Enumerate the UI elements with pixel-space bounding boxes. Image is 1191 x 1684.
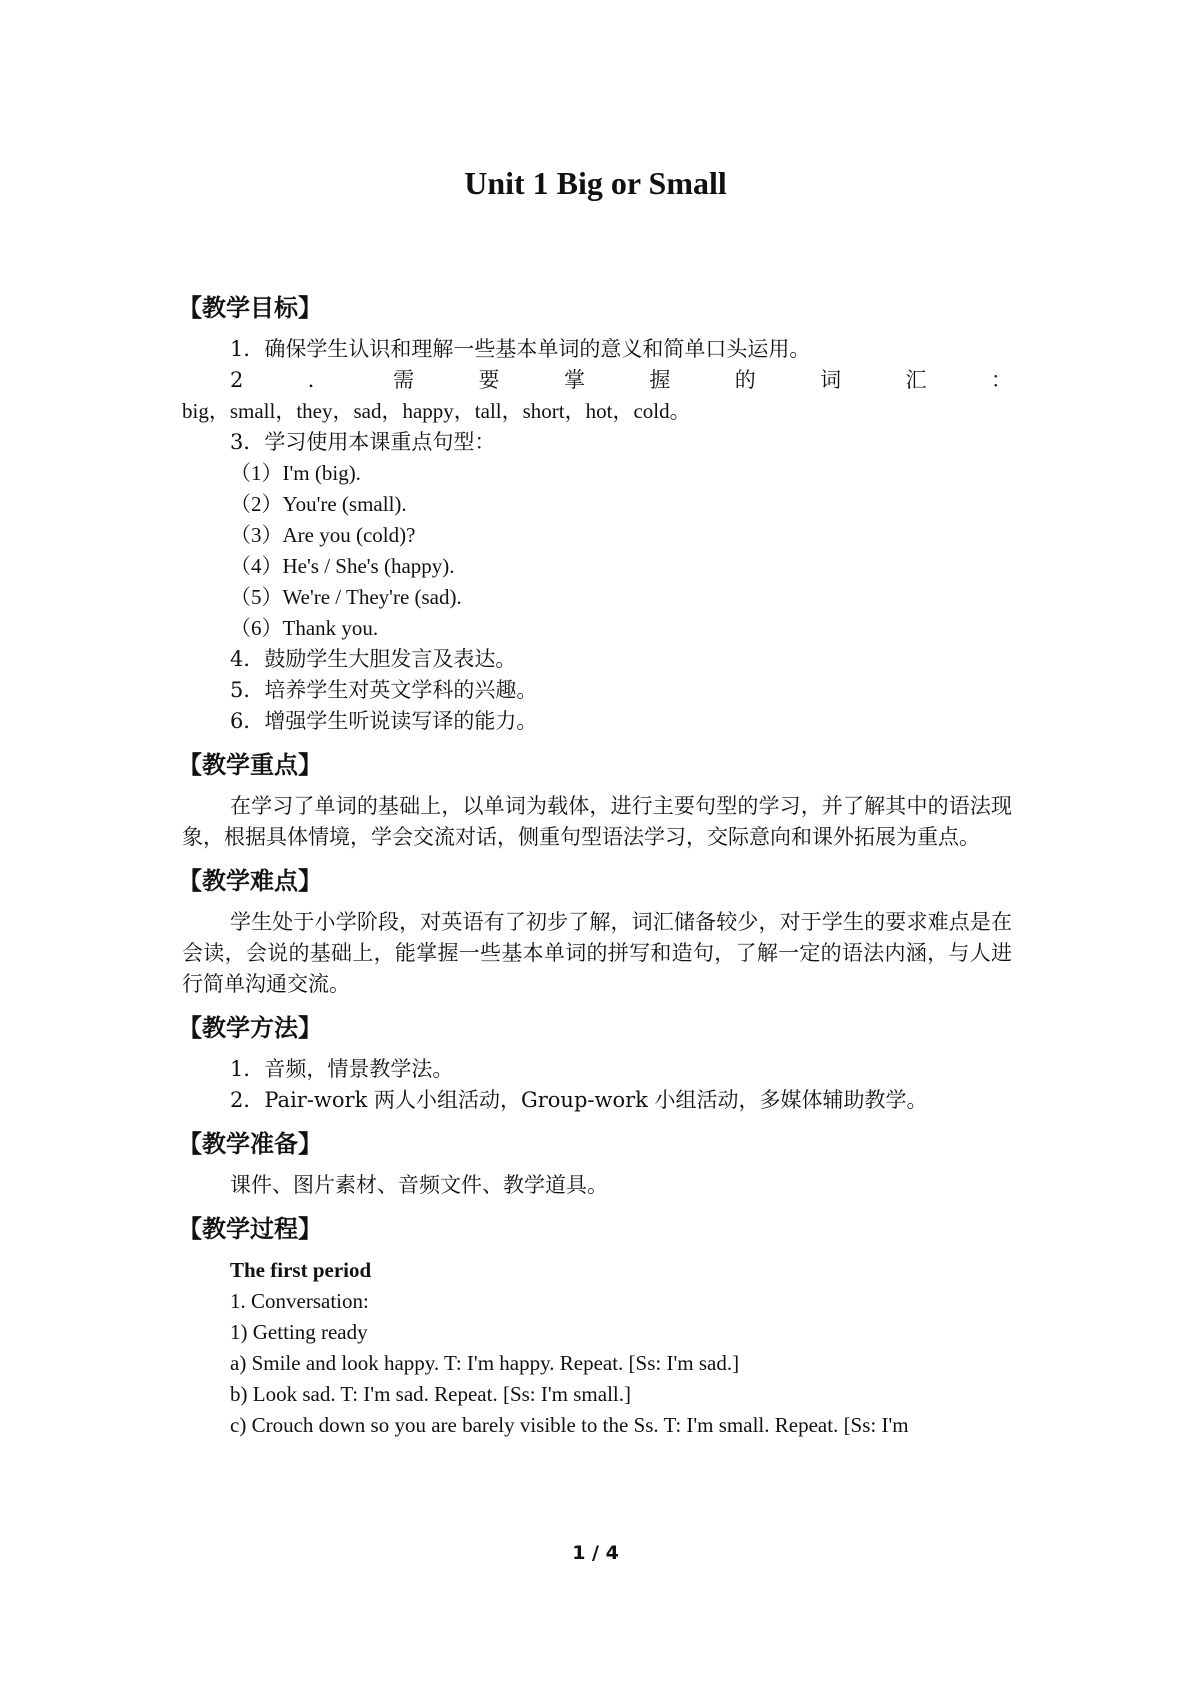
pattern-item: （6）Thank you. bbox=[230, 616, 379, 640]
objective-item-5: 5．培养学生对英文学科的兴趣。 bbox=[230, 678, 538, 702]
document-body bbox=[178, 290, 1012, 1441]
objective-item-2-spread bbox=[182, 365, 1012, 396]
objective-item-1: 1．确保学生认识和理解一些基本单词的意义和简单口头运用。 bbox=[230, 337, 811, 361]
spread-char: 握 bbox=[649, 368, 671, 392]
section-heading-key-points: 【教学重点】 bbox=[178, 751, 322, 779]
spread-char: 2 bbox=[230, 368, 244, 392]
spread-char: ． bbox=[307, 368, 329, 392]
spread-char: 汇 bbox=[905, 368, 927, 392]
process-line: 1) Getting ready bbox=[230, 1320, 368, 1344]
method-item-2: 2．Pair-work 两人小组活动，Group-work 小组活动，多媒体辅助教学。 bbox=[230, 1088, 928, 1112]
method-item-1: 1．音频，情景教学法。 bbox=[230, 1057, 454, 1081]
process-line: 1. Conversation: bbox=[230, 1289, 369, 1313]
pattern-item: （4）He's / She's (happy). bbox=[230, 554, 455, 578]
process-line: c) Crouch down so you are barely visible to the Ss. T: I'm small. Repeat. [Ss: I'm bbox=[230, 1413, 909, 1437]
page-number: 1 / 4 bbox=[572, 1542, 619, 1564]
period-title: The first period bbox=[230, 1258, 372, 1282]
process-line: a) Smile and look happy. T: I'm happy. Repeat. [Ss: I'm sad.] bbox=[230, 1351, 740, 1375]
section-heading-methods: 【教学方法】 bbox=[178, 1014, 322, 1042]
spread-char: 词 bbox=[820, 368, 842, 392]
spread-char: ： bbox=[990, 368, 1012, 392]
section-heading-process: 【教学过程】 bbox=[178, 1215, 322, 1243]
process-line: b) Look sad. T: I'm sad. Repeat. [Ss: I'm small.] bbox=[230, 1382, 631, 1406]
difficulties-text: 学生处于小学阶段，对英语有了初步了解，词汇储备较少，对于学生的要求难点是在会读，会说的基础上，能掌握一些基本单词的拼写和造句，了解一定的语法内涵，与人进行简单沟通交流。 bbox=[182, 910, 1012, 996]
section-heading-objectives: 【教学目标】 bbox=[178, 294, 322, 322]
preparation-text: 课件、图片素材、音频文件、教学道具。 bbox=[230, 1173, 608, 1197]
pattern-item: （1）I'm (big). bbox=[230, 461, 361, 485]
spread-char: 要 bbox=[478, 368, 500, 392]
spread-char: 掌 bbox=[563, 368, 585, 392]
spread-char: 的 bbox=[734, 368, 756, 392]
pattern-item: （3）Are you (cold)? bbox=[230, 523, 416, 547]
key-points-text: 在学习了单词的基础上，以单词为载体，进行主要句型的学习，并了解其中的语法现象，根据具体情境，学会交流对话，侧重句型语法学习，交际意向和课外拓展为重点。 bbox=[182, 794, 1012, 849]
document-title: Unit 1 Big or Small bbox=[464, 165, 727, 201]
pattern-item: （2）You're (small). bbox=[230, 492, 407, 516]
pattern-item: （5）We're / They're (sad). bbox=[230, 585, 462, 609]
section-heading-preparation: 【教学准备】 bbox=[178, 1130, 322, 1158]
objective-item-3: 3．学习使用本课重点句型： bbox=[230, 430, 496, 454]
objective-item-2-words: big，small，they，sad，happy，tall，short，hot，cold。 bbox=[182, 399, 691, 423]
objective-item-6: 6．增强学生听说读写译的能力。 bbox=[230, 709, 538, 733]
objective-item-4: 4．鼓励学生大胆发言及表达。 bbox=[230, 647, 517, 671]
section-heading-difficulties: 【教学难点】 bbox=[178, 867, 322, 895]
spread-char: 需 bbox=[393, 368, 415, 392]
